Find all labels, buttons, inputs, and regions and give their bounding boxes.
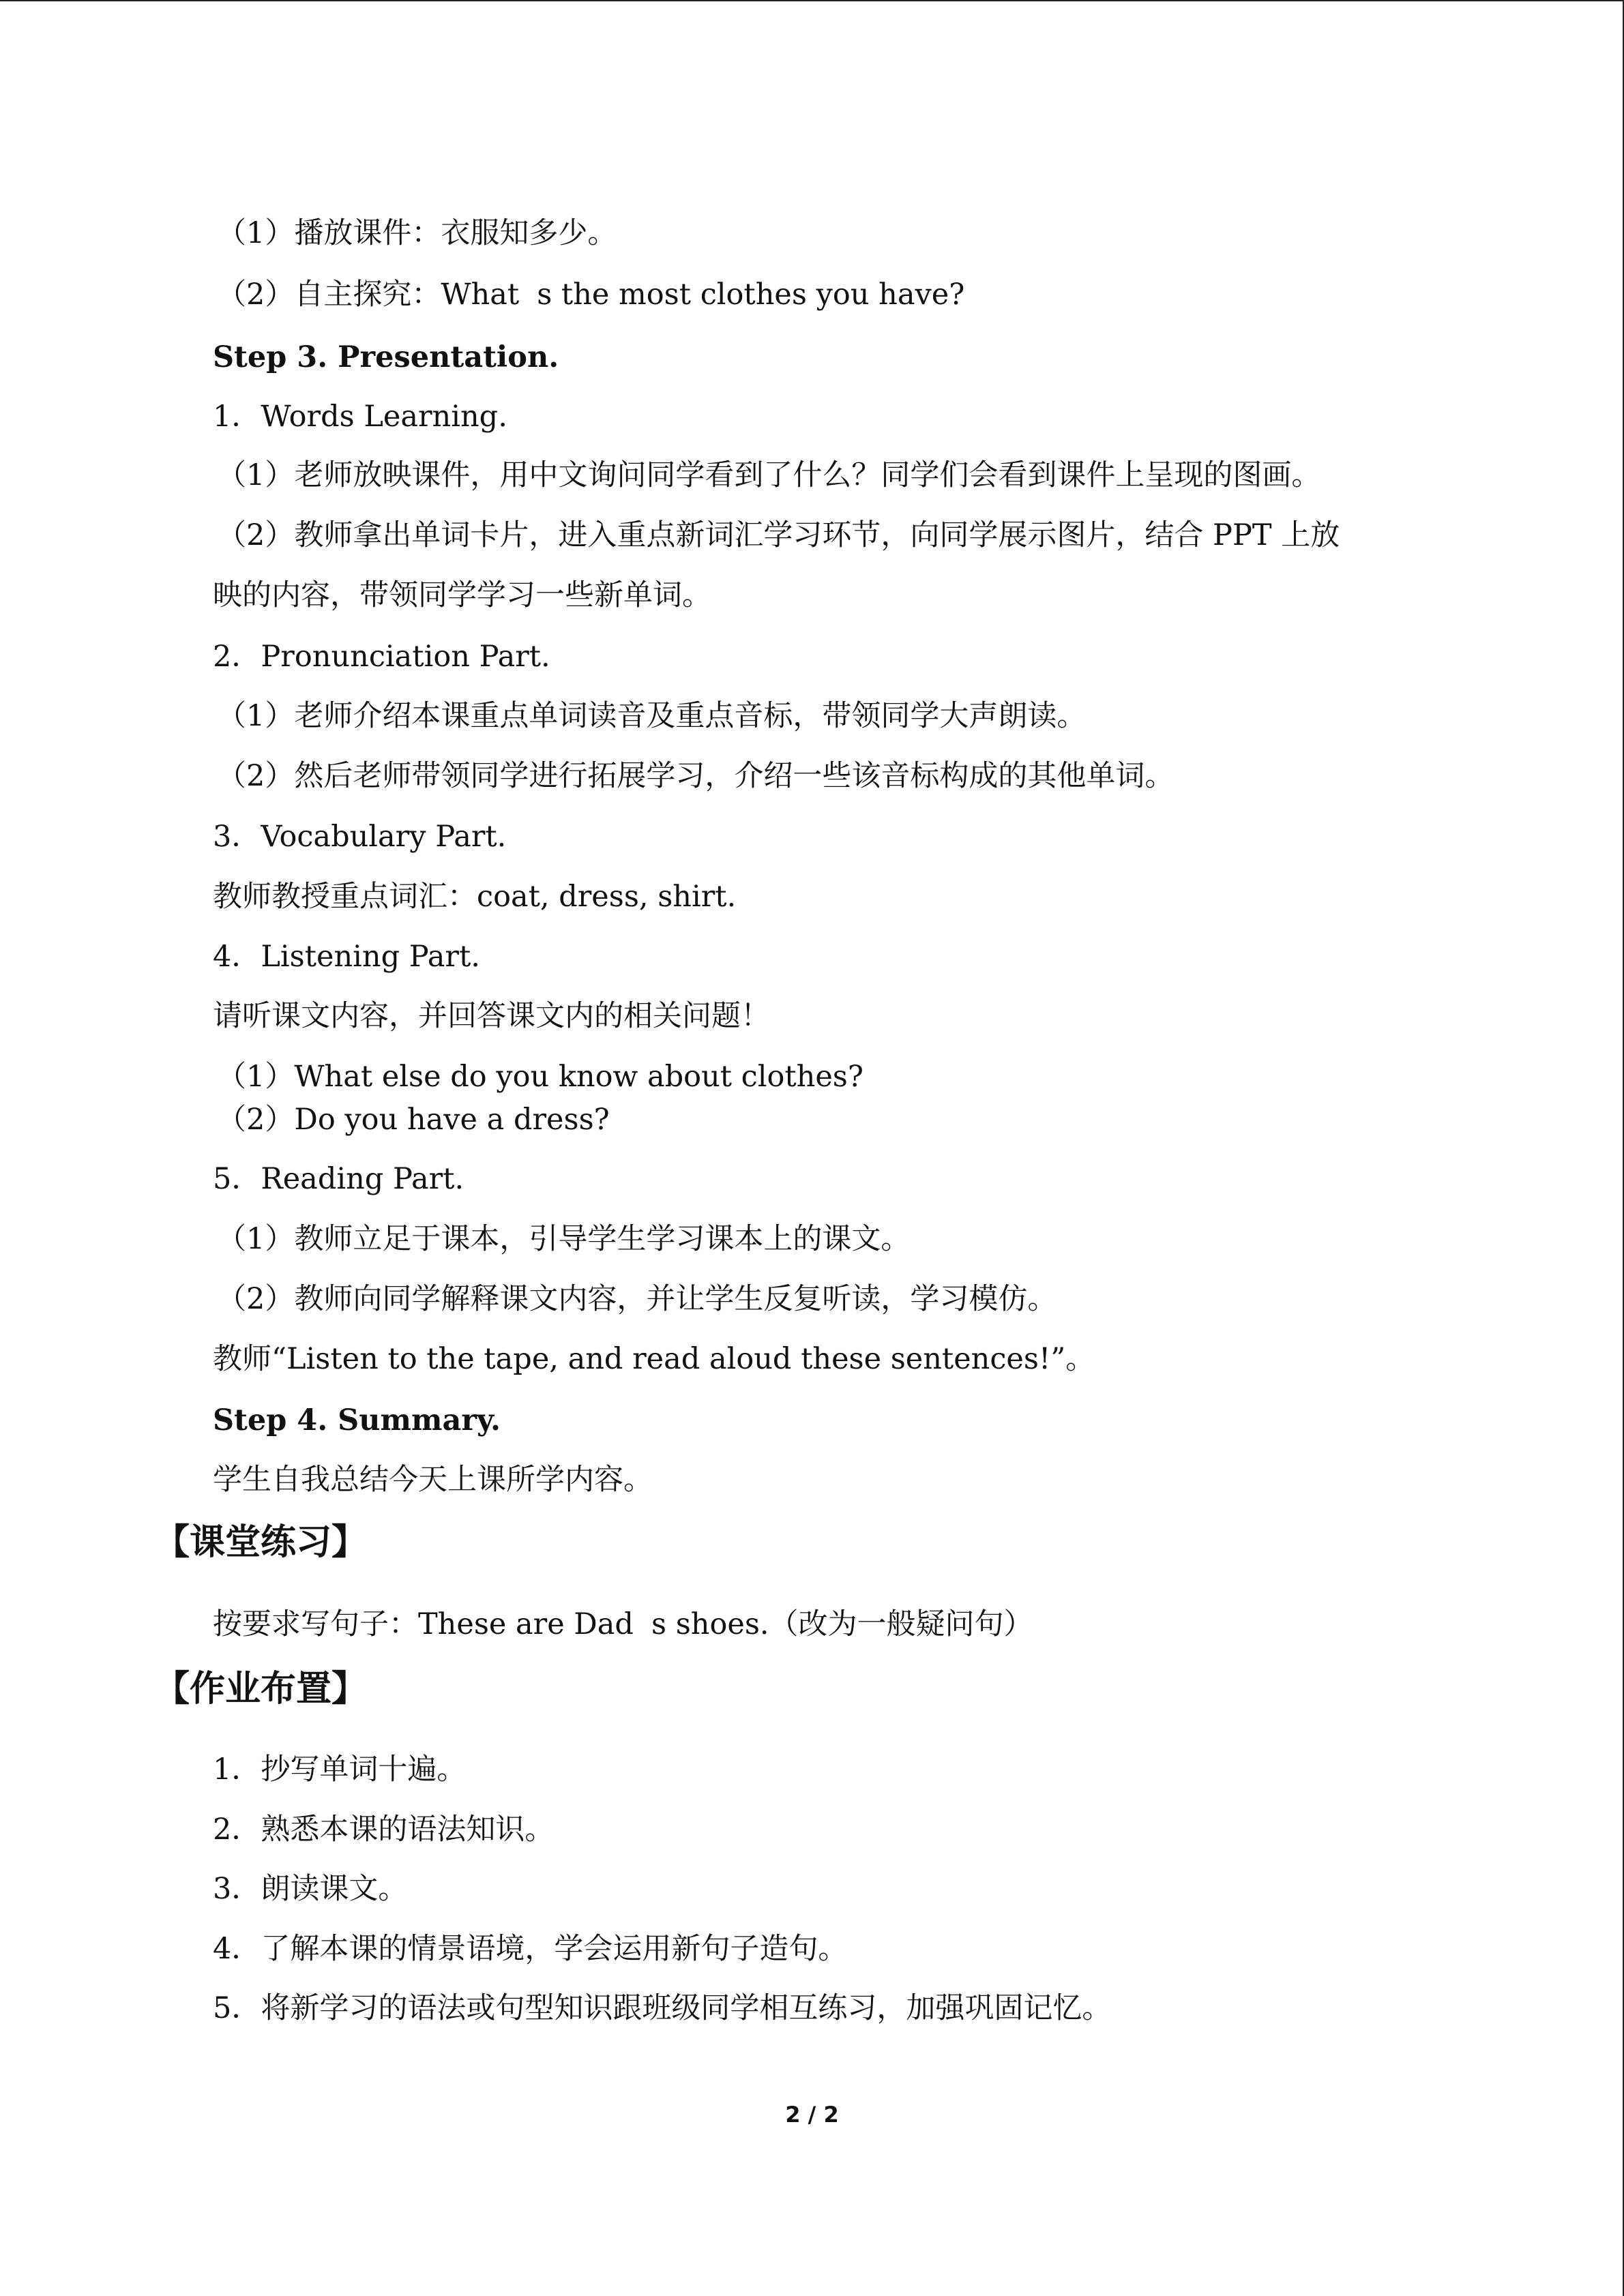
reading-item-1: （1）教师立足于课本，引导学生学习课本上的课文。 <box>217 1222 911 1256</box>
reading-item-3: 教师“Listen to the tape, and read aloud these sentences!”。 <box>213 1342 1095 1376</box>
words-learning-item-1: （1）老师放映课件，用中文询问同学看到了什么？同学们会看到课件上呈现的图画。 <box>217 458 1321 492</box>
pronunciation-item-1: （1）老师介绍本课重点单词读音及重点音标，带领同学大声朗读。 <box>217 699 1087 733</box>
homework-heading: 【作业布置】 <box>154 1669 368 1710</box>
vocabulary-title: 3．Vocabulary Part. <box>213 820 507 854</box>
vocabulary-text: 教师教授重点词汇：coat, dress, shirt. <box>213 880 737 914</box>
homework-item: 5．将新学习的语法或句型知识跟班级同学相互练习，加强巩固记忆。 <box>213 1991 1112 2025</box>
listening-title: 4．Listening Part. <box>213 940 480 974</box>
homework-item: 4．了解本课的情景语境，学会运用新句子造句。 <box>213 1932 848 1966</box>
intro-item-1: （1）播放课件：衣服知多少。 <box>217 216 617 250</box>
homework-item: 1．抄写单词十遍。 <box>213 1753 467 1787</box>
intro-item-2: （2）自主探究：Whats the most clothes you have? <box>217 278 965 312</box>
homework-item: 2．熟悉本课的语法知识。 <box>213 1813 555 1847</box>
practice-heading: 【课堂练习】 <box>154 1522 368 1563</box>
pronunciation-title: 2．Pronunciation Part. <box>213 640 550 674</box>
words-learning-title: 1．Words Learning. <box>213 400 507 434</box>
homework-item: 3．朗读课文。 <box>213 1872 408 1906</box>
pronunciation-item-2: （2）然后老师带领同学进行拓展学习，介绍一些该音标构成的其他单词。 <box>217 759 1175 793</box>
step4-text: 学生自我总结今天上课所学内容。 <box>213 1463 653 1497</box>
step4-heading: Step 4. Summary. <box>213 1403 501 1437</box>
listening-text: 请听课文内容，并回答课文内的相关问题！ <box>213 999 770 1033</box>
reading-title: 5．Reading Part. <box>213 1162 464 1196</box>
practice-text: 按要求写句子：These are Dads shoes.（改为一般疑问句） <box>213 1607 1033 1641</box>
page-number: 2 / 2 <box>785 2102 839 2128</box>
words-learning-item-2-line-2: 映的内容，带领同学学习一些新单词。 <box>213 578 711 612</box>
listening-question-1: （1）What else do you know about clothes? <box>217 1060 863 1094</box>
words-learning-item-2-line-1: （2）教师拿出单词卡片，进入重点新词汇学习环节，向同学展示图片，结合 PPT 上放 <box>217 518 1340 552</box>
listening-question-2: （2）Do you have a dress? <box>217 1103 610 1137</box>
step3-heading: Step 3. Presentation. <box>213 340 559 374</box>
reading-item-2: （2）教师向同学解释课文内容，并让学生反复听读，学习模仿。 <box>217 1282 1057 1316</box>
